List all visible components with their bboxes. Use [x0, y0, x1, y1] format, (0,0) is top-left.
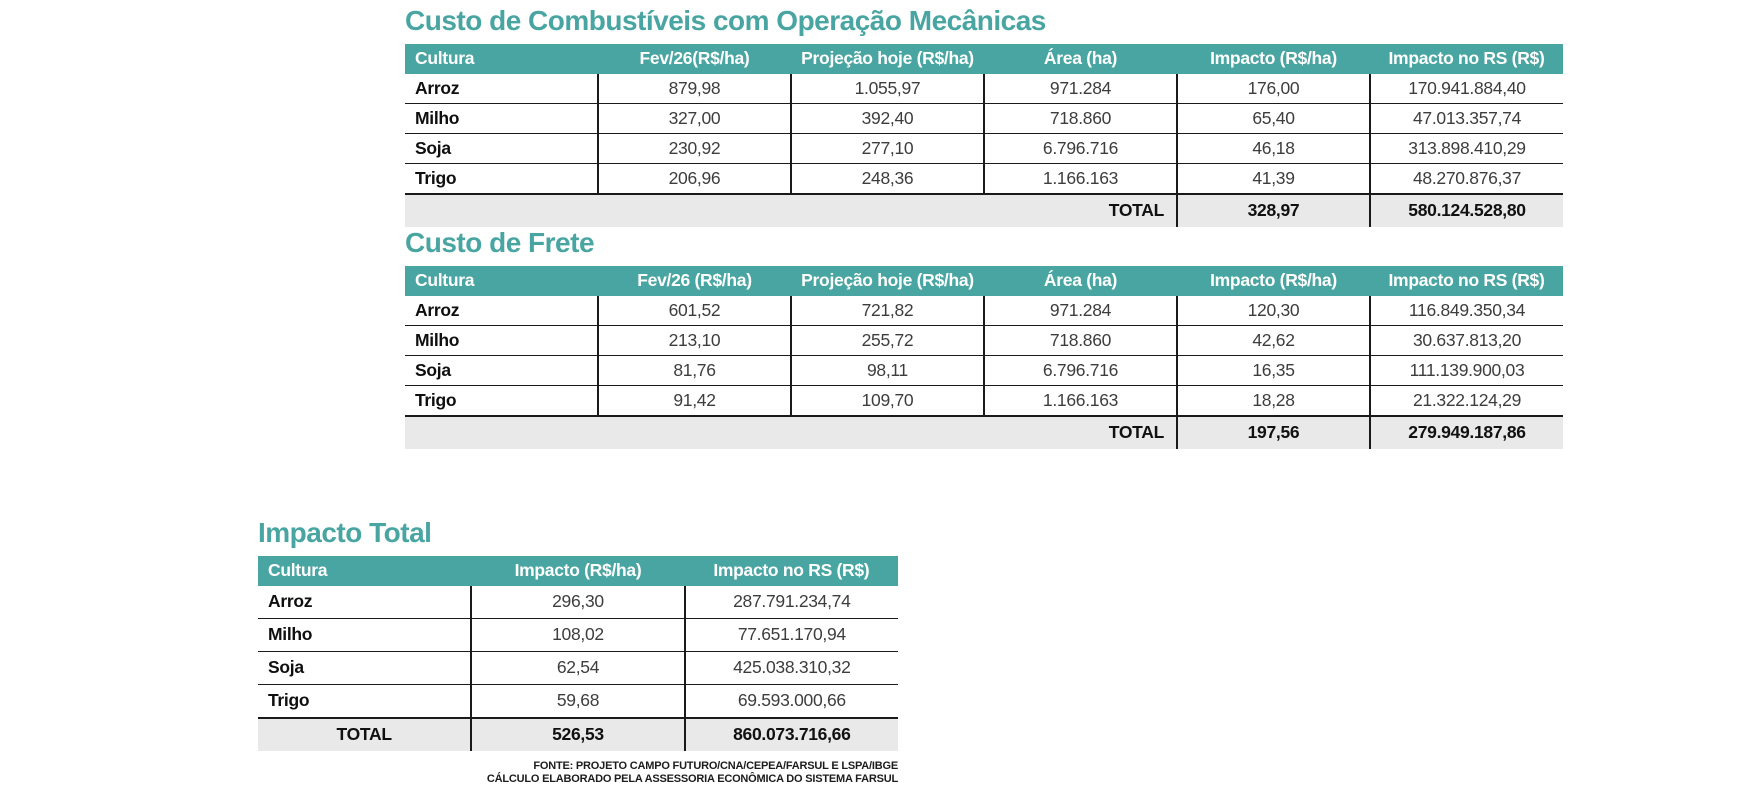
credit-line: CÁLCULO ELABORADO PELA ASSESSORIA ECONÔMICA DO SISTEMA FARSUL: [486, 773, 898, 785]
total-label: TOTAL: [405, 194, 1177, 227]
table-cell: 120,30: [1177, 296, 1370, 326]
table-header-row: [405, 266, 1563, 296]
table-header-cell: Impacto (R$/ha): [1177, 266, 1370, 296]
table-header-cell: Fev/26(R$/ha): [598, 44, 791, 74]
table-header-cell: Projeção hoje (R$/ha): [791, 44, 984, 74]
table-header-cell: Impacto no RS (R$): [1370, 44, 1563, 74]
table-cell: 62,54: [471, 651, 684, 684]
table-cell: 248,36: [791, 163, 984, 194]
total-row: [405, 194, 1563, 227]
total-impact-rs: 860.073.716,66: [685, 718, 898, 751]
freight-cost-table-section: [405, 228, 1563, 449]
table-cell: 6.796.716: [984, 355, 1177, 385]
table-row: [258, 684, 898, 718]
total-impact-ha: 328,97: [1177, 194, 1370, 227]
table-header: [405, 266, 1563, 296]
table-row: [258, 586, 898, 619]
table-cell: 91,42: [598, 385, 791, 416]
table-row: [405, 133, 1563, 163]
table-header-cell: Projeção hoje (R$/ha): [791, 266, 984, 296]
table-row: [405, 74, 1563, 104]
table-body: [405, 74, 1563, 194]
total-impact-table-section: [258, 518, 898, 751]
table-row: [405, 325, 1563, 355]
table-cell: 255,72: [791, 325, 984, 355]
table-cell: 230,92: [598, 133, 791, 163]
table-cell: 108,02: [471, 618, 684, 651]
table-cell: 46,18: [1177, 133, 1370, 163]
table-header-cell: Área (ha): [984, 44, 1177, 74]
table-cell: 98,11: [791, 355, 984, 385]
table-row: [405, 296, 1563, 326]
table-cell: 109,70: [791, 385, 984, 416]
table-cell: 30.637.813,20: [1370, 325, 1563, 355]
row-label: Trigo: [405, 163, 598, 194]
row-label: Milho: [405, 103, 598, 133]
table-cell: 81,76: [598, 355, 791, 385]
table-cell: 21.322.124,29: [1370, 385, 1563, 416]
table-header-cell: Impacto no RS (R$): [1370, 266, 1563, 296]
table-cell: 971.284: [984, 296, 1177, 326]
table-row: [405, 385, 1563, 416]
total-impact-table-title: Impacto Total: [258, 517, 432, 548]
table-cell: 213,10: [598, 325, 791, 355]
table-cell: 1.166.163: [984, 163, 1177, 194]
table-cell: 601,52: [598, 296, 791, 326]
table-cell: 296,30: [471, 586, 684, 619]
total-impact-rs: 580.124.528,80: [1370, 194, 1563, 227]
freight-cost-table: [405, 266, 1563, 449]
source-footer: [258, 760, 898, 786]
row-label: Arroz: [258, 586, 471, 619]
row-label: Milho: [405, 325, 598, 355]
fuel-cost-table-section: [405, 6, 1563, 227]
table-cell: 327,00: [598, 103, 791, 133]
row-label: Milho: [258, 618, 471, 651]
table-cell: 47.013.357,74: [1370, 103, 1563, 133]
table-row: [258, 651, 898, 684]
table-cell: 277,10: [791, 133, 984, 163]
table-header: [258, 556, 898, 586]
total-impact-rs: 279.949.187,86: [1370, 416, 1563, 449]
table-cell: 48.270.876,37: [1370, 163, 1563, 194]
row-label: Trigo: [405, 385, 598, 416]
table-row: [405, 355, 1563, 385]
table-header-cell: Cultura: [258, 556, 471, 586]
fuel-cost-table: [405, 44, 1563, 227]
table-cell: 879,98: [598, 74, 791, 104]
source-line: FONTE: PROJETO CAMPO FUTURO/CNA/CEPEA/FARSUL E LSPA/IBGE: [533, 760, 898, 772]
table-header-cell: Impacto (R$/ha): [471, 556, 684, 586]
table-cell: 176,00: [1177, 74, 1370, 104]
table-cell: 313.898.410,29: [1370, 133, 1563, 163]
total-label: TOTAL: [405, 416, 1177, 449]
table-cell: 59,68: [471, 684, 684, 718]
table-body: [405, 296, 1563, 416]
table-footer: [405, 416, 1563, 449]
total-impact-table: [258, 556, 898, 751]
table-cell: 721,82: [791, 296, 984, 326]
row-label: Soja: [405, 133, 598, 163]
total-row: [405, 416, 1563, 449]
table-header-cell: Cultura: [405, 266, 598, 296]
table-cell: 65,40: [1177, 103, 1370, 133]
table-header: [405, 44, 1563, 74]
row-label: Arroz: [405, 296, 598, 326]
table-cell: 41,39: [1177, 163, 1370, 194]
row-label: Trigo: [258, 684, 471, 718]
table-row: [258, 618, 898, 651]
total-impact-ha: 197,56: [1177, 416, 1370, 449]
freight-cost-table-title: Custo de Frete: [405, 227, 595, 258]
table-cell: 392,40: [791, 103, 984, 133]
table-cell: 718.860: [984, 325, 1177, 355]
table-cell: 287.791.234,74: [685, 586, 898, 619]
table-cell: 971.284: [984, 74, 1177, 104]
total-label: TOTAL: [258, 718, 471, 751]
table-cell: 425.038.310,32: [685, 651, 898, 684]
table-body: [258, 586, 898, 718]
table-footer: [405, 194, 1563, 227]
table-header-cell: Fev/26 (R$/ha): [598, 266, 791, 296]
table-header-cell: Área (ha): [984, 266, 1177, 296]
table-cell: 1.166.163: [984, 385, 1177, 416]
table-header-cell: Impacto no RS (R$): [685, 556, 898, 586]
table-cell: 18,28: [1177, 385, 1370, 416]
table-cell: 170.941.884,40: [1370, 74, 1563, 104]
table-cell: 718.860: [984, 103, 1177, 133]
table-header-row: [258, 556, 898, 586]
fuel-cost-table-title: Custo de Combustíveis com Operação Mecânicas: [405, 5, 1046, 36]
table-cell: 1.055,97: [791, 74, 984, 104]
table-header-row: [405, 44, 1563, 74]
table-cell: 42,62: [1177, 325, 1370, 355]
table-header-cell: Cultura: [405, 44, 598, 74]
row-label: Soja: [405, 355, 598, 385]
table-cell: 16,35: [1177, 355, 1370, 385]
table-header-cell: Impacto (R$/ha): [1177, 44, 1370, 74]
table-cell: 6.796.716: [984, 133, 1177, 163]
table-footer: [258, 718, 898, 751]
table-cell: 69.593.000,66: [685, 684, 898, 718]
total-row: [258, 718, 898, 751]
table-cell: 77.651.170,94: [685, 618, 898, 651]
table-cell: 206,96: [598, 163, 791, 194]
table-row: [405, 163, 1563, 194]
table-cell: 111.139.900,03: [1370, 355, 1563, 385]
table-row: [405, 103, 1563, 133]
row-label: Soja: [258, 651, 471, 684]
row-label: Arroz: [405, 74, 598, 104]
total-impact-ha: 526,53: [471, 718, 684, 751]
table-cell: 116.849.350,34: [1370, 296, 1563, 326]
